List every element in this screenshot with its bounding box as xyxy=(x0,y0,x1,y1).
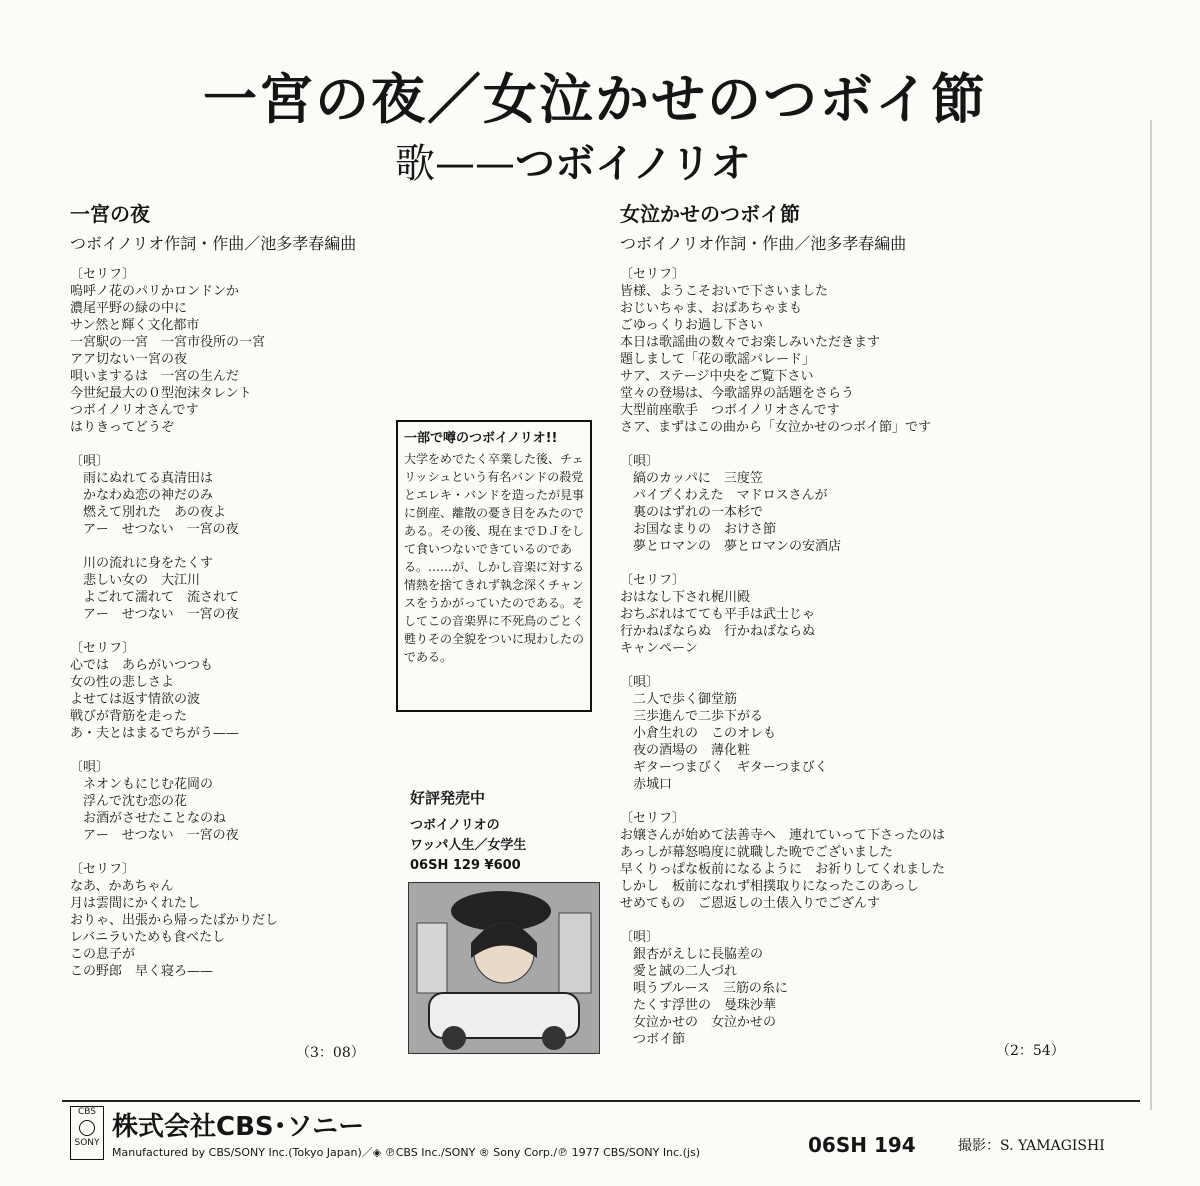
logo-top-text: CBS xyxy=(77,1107,96,1117)
singer-line xyxy=(395,142,751,186)
manufacture-notice: Manufactured by CBS/SONY Inc.(Tokyo Japan)／◈ ℗CBS Inc./SONY ® Sony Corp./℗ 1977 CBS/SONY Inc.(js) xyxy=(112,1146,701,1159)
promo-titles: ワッパ人生／女学生 xyxy=(410,838,527,853)
page-edge-line xyxy=(1150,120,1152,1110)
promo-label: 好評発売中 xyxy=(410,789,486,807)
left-song-duration: （3：08） xyxy=(296,1045,365,1061)
cbs-sony-logo xyxy=(70,1106,104,1160)
right-song-lyrics: 〔セリフ〕 皆様、ようこそおいで下さいました おじいちゃま、おばあちゃまも ごゆっくりお過し下さい 本日は歌謡曲の数々でお楽しみいただきます 題しまして「花の歌謡パレード」 サア、ステージ中央をご覧下さい 堂々の登場は、今歌謡界の話題をさらう 大型前座歌手 つボイノリオさんです さア、まずはこの曲から「女泣かせのつボイ節」です 〔唄〕 縞のカッパに 三度笠 パイプくわえた マドロスさんが 裏のはずれの一本杉で お国なまりの おけさ節 夢とロマンの 夢とロマンの安酒店 〔セリフ〕 おはなし下され梶川殿 おちぶれはてても平手は武士じゃ 行かねばならぬ 行かねばならぬ キャンペーン 〔唄〕 二人で歩く御堂筋 三歩進んで二歩下がる 小倉生れの このオレも 夜の酒場の 薄化粧 ギターつまびく ギターつまびく 赤城口 〔セリフ〕 お嬢さんが始めて法善寺へ 連れていって下さったのは あっしが幕怒鳴度に就職した晩でございました 早くりっぱな板前になるように お祈りしてくれました しかし 板前になれず相撲取りになったこのあっし せめてもの ご恩返しの土俵入りでござんす 〔唄〕 銀杏がえしに長脇差の 愛と誠の二人づれ 唄うブルース 三筋の糸に たくす浮世の 曼珠沙華 女泣かせの 女泣かせの つボイ節 xyxy=(620,267,946,1047)
promo-jacket-image xyxy=(408,882,600,1054)
artist-note-box xyxy=(396,420,592,712)
promo-artist: つボイノリオの xyxy=(410,818,500,833)
singer-prefix: 歌—— xyxy=(395,141,515,187)
right-song-duration: （2：54） xyxy=(996,1043,1065,1059)
promo-catalog-price: 06SH 129 ¥600 xyxy=(410,858,521,873)
singer-name: つボイノリオ xyxy=(515,141,751,187)
jacket-illustration xyxy=(409,883,599,1053)
company-name: 株式会社CBS･ソニー xyxy=(112,1112,365,1142)
record-title: 一宮の夜／女泣かせのつボイ節 xyxy=(203,68,987,131)
artist-note-body: 大学をめでたく卒業した後、チェリッシュという有名バンドの殺党とエレキ・バンドを造ったが見事に倒産、離散の憂き目をみたのである。その後、現在までＤＪをして食いつないできているのである。……が、しかし音楽に対する情熱を捨てきれず執念深くチャンスをうかがっていたのである。そしてこの音楽界に不死鳥のごとく甦りその全貌をついに現わしたのである。 xyxy=(404,452,585,664)
right-song-credits: つボイノリオ作詞・作曲／池多孝春編曲 xyxy=(620,234,907,253)
artist-note-heading: 一部で噂のつボイノリオ!! xyxy=(404,431,558,446)
left-song-title: 一宮の夜 xyxy=(70,202,150,226)
footer-divider xyxy=(62,1100,1140,1102)
catalog-number: 06SH 194 xyxy=(808,1133,916,1157)
photo-credit: 撮影：S. YAMAGISHI xyxy=(958,1138,1105,1154)
promo-block xyxy=(410,788,526,876)
cbs-eye-icon xyxy=(79,1120,95,1136)
left-song-lyrics: 〔セリフ〕 嗚呼ノ花のパリかロンドンか 濃尾平野の緑の中に サン然と輝く文化都市 一宮駅の一宮 一宮市役所の一宮 アア切ない一宮の夜 唄いまするは 一宮の生んだ 今世紀最大の０型泡沫タレント つボイノリオさんです はりきってどうぞ 〔唄〕 雨にぬれてる真清田は かなわぬ恋の神だのみ 燃えて別れた あの夜よ アー せつない 一宮の夜 川の流れに身をたくす 悲しい女の 大江川 よごれて濡れて 流されて アー せつない 一宮の夜 〔セリフ〕 心では あらがいつつも 女の性の悲しさよ よせては返す情欲の波 戦びが背筋を走った あ・夫とはまるでちがう—— 〔唄〕 ネオンもにじむ花岡の 浮んで沈む恋の花 お酒がさせたことなのね アー せつない 一宮の夜 〔セリフ〕 なあ、かあちゃん 月は雲間にかくれたし おりゃ、出張から帰ったばかりだし レバニラいためも食べたし この息子が この野郎 早く寝ろ—— xyxy=(70,267,279,979)
logo-bottom-text: SONY xyxy=(74,1138,100,1148)
left-song-credits: つボイノリオ作詞・作曲／池多孝春編曲 xyxy=(70,234,357,253)
right-song-title: 女泣かせのつボイ節 xyxy=(620,202,800,226)
